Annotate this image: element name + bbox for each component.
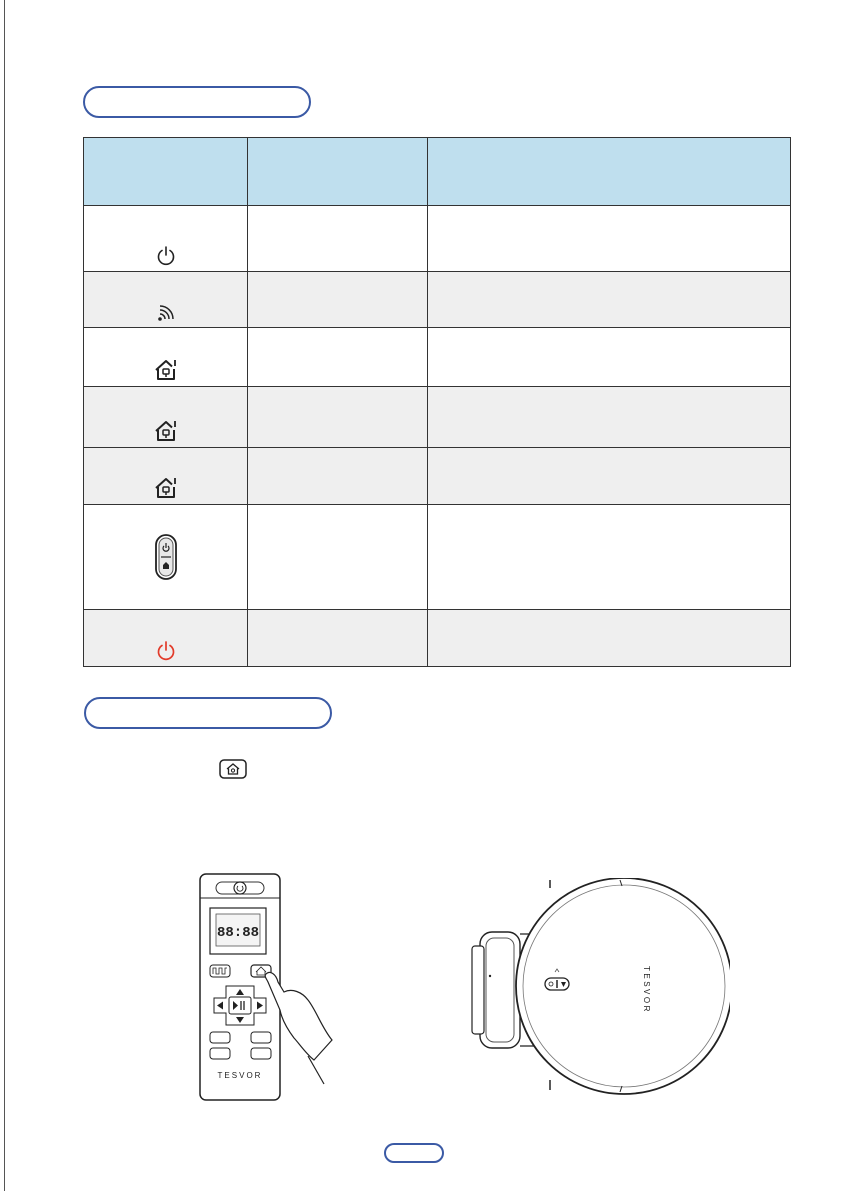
power-icon	[155, 245, 177, 267]
description-cell	[428, 610, 791, 667]
table-row	[84, 387, 791, 448]
section-heading-pill-status	[83, 86, 311, 118]
description-cell	[428, 206, 791, 272]
remote-control-illustration	[196, 870, 340, 1104]
robot-vacuum-illustration	[468, 878, 730, 1108]
indicator-cell	[84, 387, 248, 448]
description-cell	[428, 272, 791, 328]
status-cell	[248, 206, 428, 272]
home-plug-icon	[153, 419, 179, 443]
home-plug-icon	[153, 476, 179, 500]
status-cell	[248, 505, 428, 610]
table-header-row	[84, 138, 791, 206]
indicator-cell	[84, 272, 248, 328]
remote-brand-text: TESVOR	[217, 1071, 263, 1080]
table-row	[84, 272, 791, 328]
table-row	[84, 206, 791, 272]
table-row	[84, 328, 791, 387]
page-number-pill	[384, 1143, 444, 1163]
status-cell	[248, 328, 428, 387]
header-cell-status	[248, 138, 428, 206]
wifi-signal-icon	[156, 305, 176, 323]
description-cell	[428, 328, 791, 387]
status-cell	[248, 387, 428, 448]
indicator-cell	[84, 505, 248, 610]
status-indicator-table	[83, 137, 791, 667]
table-row	[84, 610, 791, 667]
status-cell	[248, 448, 428, 505]
remote-display-text: 88:88	[216, 925, 260, 941]
home-plug-icon	[153, 358, 179, 382]
table-row	[84, 448, 791, 505]
status-cell	[248, 272, 428, 328]
indicator-cell	[84, 610, 248, 667]
page-margin-line	[4, 0, 5, 1191]
section-heading-pill-recharge	[84, 697, 332, 729]
indicator-cell	[84, 328, 248, 387]
robot-brand-text: TESVOR	[642, 966, 651, 1014]
robot-control-panel-icon	[154, 534, 178, 580]
status-cell	[248, 610, 428, 667]
table-row	[84, 505, 791, 610]
description-cell	[428, 387, 791, 448]
indicator-cell	[84, 206, 248, 272]
indicator-cell	[84, 448, 248, 505]
description-cell	[428, 505, 791, 610]
header-cell-indicator	[84, 138, 248, 206]
power-icon-red	[155, 640, 177, 662]
home-button-icon	[219, 759, 247, 779]
description-cell	[428, 448, 791, 505]
header-cell-description	[428, 138, 791, 206]
